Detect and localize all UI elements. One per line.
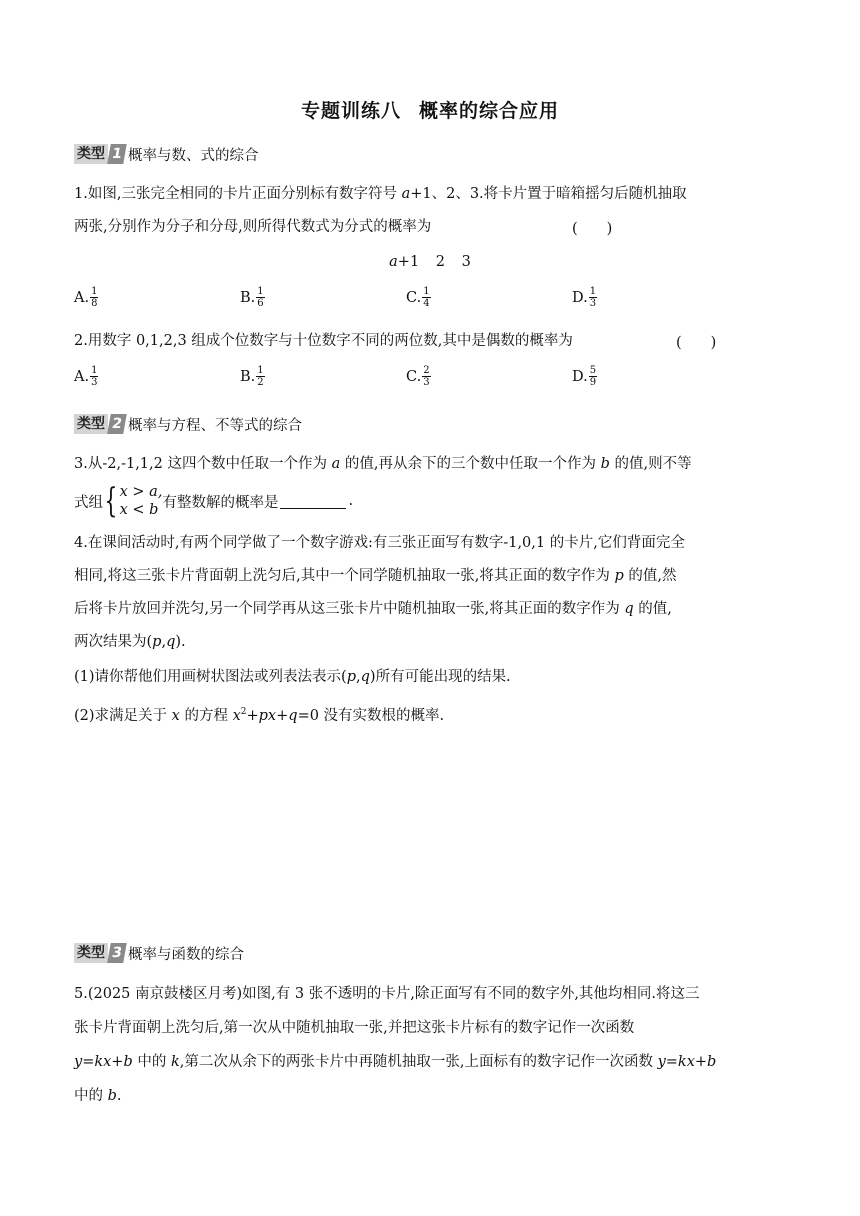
variable: b	[600, 456, 610, 472]
q2-option-c[interactable]	[406, 365, 431, 388]
fraction	[422, 365, 430, 388]
q2-option-a[interactable]	[74, 365, 98, 388]
type-number: 3	[107, 943, 127, 963]
text: 张卡片背面朝上洗匀后,第一次从中随机抽取一张,并把这张卡片标有的数字记作一次函数	[74, 1020, 635, 1036]
option-label: B.	[240, 289, 256, 306]
numerator: 5	[589, 365, 597, 376]
q4-line4	[74, 632, 794, 652]
q4-line3	[74, 599, 794, 619]
text: +1、2、3.将卡片置于暗箱摇匀后随机抽取	[410, 186, 687, 202]
variable: a	[401, 186, 411, 202]
text: ).	[175, 634, 186, 650]
variable: x	[171, 707, 180, 724]
type-word: 类型	[74, 414, 108, 434]
title-part2: 概率的综合应用	[419, 100, 560, 122]
text: +	[246, 707, 259, 724]
variable: b	[107, 1088, 117, 1104]
text: (2)求满足关于	[74, 707, 172, 724]
q5-line3	[74, 1052, 794, 1072]
brace-symbol: {	[104, 481, 118, 521]
q3-line2	[74, 481, 353, 521]
variable: q	[360, 669, 370, 685]
card-3: 3	[461, 254, 471, 270]
variable: q	[624, 601, 634, 617]
text: 相同,将这三张卡片背面朝上洗匀后,其中一个同学随机抽取一张,将其正面的数字作为	[74, 568, 615, 584]
q4-sub1	[74, 667, 794, 687]
numerator: 1	[257, 286, 264, 297]
option-label: D.	[572, 289, 588, 306]
q2-option-b[interactable]	[240, 365, 265, 388]
text: 2.用数字 0,1,2,3 组成个位数字与十位数字不同的两位数,其中是偶数的概率为	[74, 333, 573, 349]
text: .	[116, 1088, 122, 1104]
type-title: 概率与数、式的综合	[128, 147, 259, 164]
fraction	[589, 365, 597, 388]
denominator: 3	[423, 377, 430, 388]
q1-option-a[interactable]	[74, 286, 98, 309]
answer-blank[interactable]	[280, 494, 346, 509]
equation: y=kx+b	[74, 1054, 133, 1070]
q1-option-d[interactable]	[572, 286, 597, 309]
text: +1	[397, 254, 420, 270]
text: 的值,再从余下的三个数中任取一个作为	[340, 456, 601, 472]
denominator: 3	[91, 377, 98, 388]
variable: x	[232, 707, 241, 724]
variable: p	[614, 568, 624, 584]
text: =0 没有实数根的概率.	[297, 707, 445, 724]
text: 的值,则不等	[609, 456, 692, 472]
q4-line1	[74, 533, 794, 553]
type-title: 概率与函数的综合	[128, 946, 244, 963]
variable: a	[389, 254, 398, 270]
text: 3.从-2,-1,1,2 这四个数中任取一个作为	[74, 456, 332, 472]
q2-option-d[interactable]	[572, 365, 597, 388]
denominator: 3	[589, 298, 597, 309]
q1-option-c[interactable]	[406, 286, 431, 309]
text: 中的	[132, 1054, 171, 1070]
text: 中的	[74, 1088, 108, 1104]
denominator: 6	[257, 298, 264, 309]
text: )所有可能出现的结果.	[369, 669, 511, 685]
numerator: 2	[423, 365, 430, 376]
type-word: 类型	[74, 943, 108, 963]
title-part1: 专题训练八	[300, 100, 401, 122]
type-word: 类型	[74, 144, 108, 164]
q1-line2	[74, 217, 794, 237]
type-3-header	[74, 942, 244, 964]
option-label: C.	[406, 289, 422, 306]
numerator: 1	[257, 365, 264, 376]
fraction	[90, 365, 98, 388]
type-2-header	[74, 413, 302, 435]
q3-line1	[74, 454, 794, 474]
q4-sub2	[74, 702, 794, 726]
variable: k	[170, 1054, 180, 1070]
text: 式组	[74, 494, 103, 511]
text: 两次结果为(	[74, 634, 153, 650]
type-number: 1	[107, 144, 127, 164]
denominator: 8	[91, 298, 98, 309]
variable: p	[346, 669, 356, 685]
q1-option-b[interactable]	[240, 286, 265, 309]
equation: y=kx+b	[657, 1054, 717, 1070]
q5-line1	[74, 984, 794, 1004]
option-label: B.	[240, 368, 256, 385]
text: 1.如图,三张完全相同的卡片正面分别标有数字符号	[74, 186, 402, 202]
text: ,第二次从余下的两张卡片中再随机抽取一张,上面标有的数字记作一次函数	[179, 1054, 658, 1070]
q4-line2	[74, 566, 794, 586]
variable: q	[288, 707, 298, 724]
denominator: 9	[589, 377, 597, 388]
denominator: 2	[257, 377, 264, 388]
denominator: 4	[423, 298, 430, 309]
option-label: A.	[74, 289, 90, 306]
text: +	[276, 707, 289, 724]
q1-line1	[74, 184, 794, 204]
numerator: 1	[91, 365, 98, 376]
option-label: C.	[406, 368, 422, 385]
text: 5.(2025 南京鼓楼区月考)如图,有 3 张不透明的卡片,除正面写有不同的数字外,其他均相同.将这三	[74, 986, 700, 1002]
inequality-system	[120, 483, 163, 519]
fraction	[422, 286, 430, 309]
variable: q	[166, 634, 176, 650]
option-label: D.	[572, 368, 588, 385]
variable: px	[258, 707, 277, 724]
type-badge	[74, 414, 125, 434]
inequality-row: x > a,	[119, 484, 163, 500]
exponent: 2	[240, 707, 247, 717]
inequality-row: x < b	[119, 502, 159, 518]
text: 的方程	[179, 707, 233, 724]
type-title: 概率与方程、不等式的综合	[128, 417, 302, 434]
variable: a	[331, 456, 341, 472]
fraction	[256, 365, 264, 388]
answer-paren: ( )	[572, 221, 613, 237]
type-badge	[74, 943, 125, 963]
q5-line4	[74, 1086, 794, 1106]
variable: p	[152, 634, 162, 650]
text: 两张,分别作为分子和分母,则所得代数式为分式的概率为	[74, 219, 432, 235]
text: 的值,然	[623, 568, 677, 584]
text: ,	[356, 669, 361, 685]
text: 4.在课间活动时,有两个同学做了一个数字游戏:有三张正面写有数字-1,0,1 的卡片,它们背面完全	[74, 535, 685, 551]
text: (1)请你帮他们用画树状图法或列表法表示(	[74, 669, 347, 685]
card-1	[389, 254, 419, 270]
text: 有整数解的概率是	[162, 494, 279, 511]
text: 的值,	[633, 601, 672, 617]
type-1-header	[74, 143, 259, 165]
numerator: 1	[91, 286, 98, 297]
text: .	[348, 493, 354, 509]
page-title	[0, 96, 860, 123]
numerator: 1	[589, 286, 597, 297]
type-badge	[74, 144, 125, 164]
text: ,	[161, 634, 167, 650]
type-number: 2	[107, 414, 127, 434]
text: 后将卡片放回并洗匀,另一个同学再从这三张卡片中随机抽取一张,将其正面的数字作为	[74, 601, 625, 617]
fraction	[589, 286, 597, 309]
answer-paren: ( )	[676, 335, 717, 351]
option-label: A.	[74, 368, 90, 385]
q5-line2	[74, 1018, 794, 1038]
q1-cards	[0, 254, 860, 270]
numerator: 1	[423, 286, 430, 297]
fraction	[256, 286, 264, 309]
card-2: 2	[435, 254, 446, 270]
fraction	[90, 286, 98, 309]
